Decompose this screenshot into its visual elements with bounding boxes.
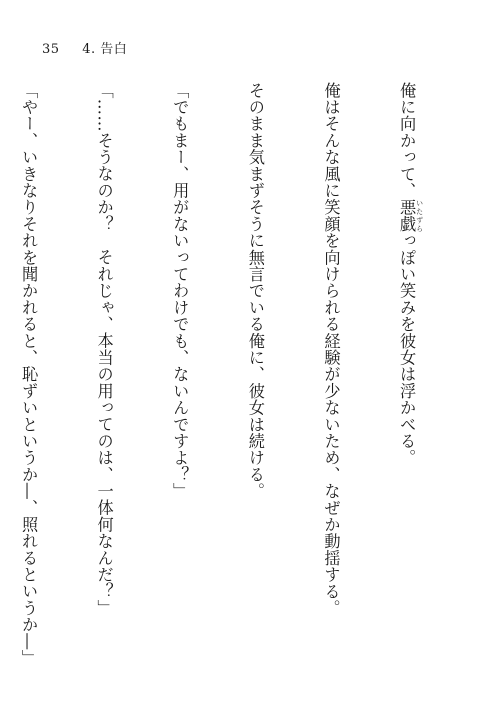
body-text xyxy=(19,82,474,667)
text-line: 「でもまー、用がないってわけでも、ないんですよ？」 xyxy=(170,82,190,500)
page-header xyxy=(42,38,127,57)
text-line: そのまま気まずそうに無言でいる俺に、彼女は続ける。 xyxy=(245,82,265,500)
page-number: 35 xyxy=(42,42,60,57)
ruby-annotation: 悪戯 いたずら xyxy=(397,198,424,233)
text-line: 「やー、いきなりそれを聞かれると、恥ずいというか―、照れるというか―」 xyxy=(19,82,39,667)
text-line: 俺はそんな風に笑顔を向けられる経験が少ないため、なぜか動揺する。 xyxy=(321,82,341,617)
chapter-title: 4. 告白 xyxy=(82,42,128,57)
text-line: 「……そうなのか？ それじゃ、本当の用ってのは、一体何なんだ？」 xyxy=(94,82,114,617)
text-line: 俺に向かって、悪戯 いたずらっぽい笑みを彼女は浮かべる。 xyxy=(397,82,424,467)
